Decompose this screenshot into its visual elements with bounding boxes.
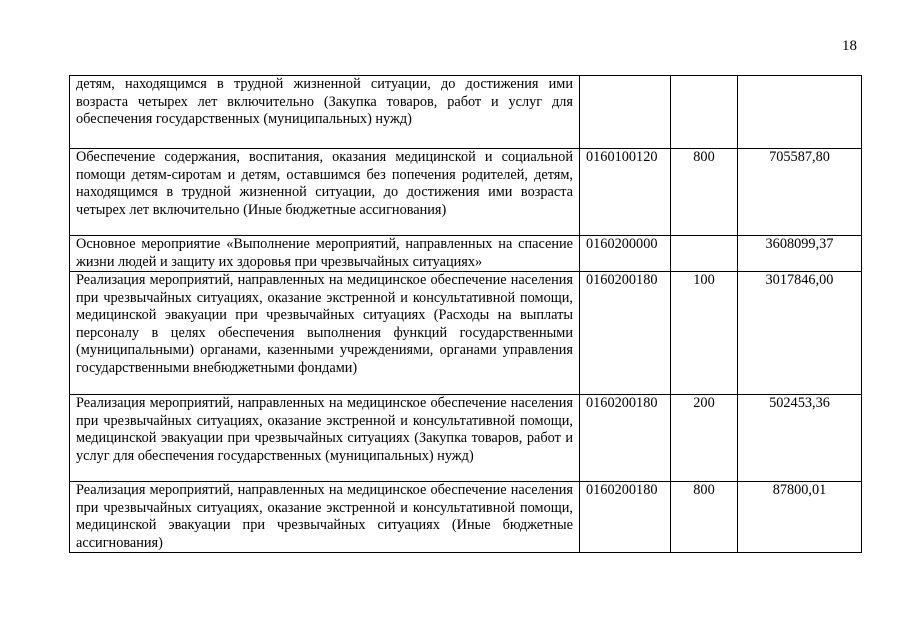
row-description: Реализация мероприятий, направленных на медицинское обеспечение населения при чрезвычайных ситуациях, оказание экстренной и консультативной помощи, медицинской эвакуации при чрезвычайных ситуациях (Закупка товаров, работ и услуг для обеспечения государственных (муниципальных) нужд)	[70, 395, 580, 482]
row-expense-type: 800	[671, 482, 738, 553]
row-target-code: 0160200000	[580, 236, 671, 272]
budget-table	[69, 75, 862, 553]
row-expense-type: 800	[671, 149, 738, 236]
page-number: 18	[842, 38, 857, 54]
row-amount: 705587,80	[738, 149, 862, 236]
row-amount: 3608099,37	[738, 236, 862, 272]
table-row	[70, 482, 862, 553]
row-description: Обеспечение содержания, воспитания, оказания медицинской и социальной помощи детям-сиротам и детям, оставшимся без попечения родителей, детям, находящимся в трудной жизненной ситуации, до достижения ими возраста четырех лет включительно (Иные бюджетные ассигнования)	[70, 149, 580, 236]
row-amount: 87800,01	[738, 482, 862, 553]
row-amount	[738, 76, 862, 149]
table-row	[70, 149, 862, 236]
row-description: детям, находящимся в трудной жизненной ситуации, до достижения ими возраста четырех лет включительно (Закупка товаров, работ и услуг для обеспечения государственных (муниципальных) нужд)	[70, 76, 580, 149]
row-target-code	[580, 76, 671, 149]
table-row	[70, 395, 862, 482]
row-target-code: 0160200180	[580, 482, 671, 553]
row-amount: 3017846,00	[738, 272, 862, 395]
row-expense-type: 100	[671, 272, 738, 395]
row-description: Основное мероприятие «Выполнение мероприятий, направленных на спасение жизни людей и защиту их здоровья при чрезвычайных ситуациях»	[70, 236, 580, 272]
row-description: Реализация мероприятий, направленных на медицинское обеспечение населения при чрезвычайных ситуациях, оказание экстренной и консультативной помощи, медицинской эвакуации при чрезвычайных ситуациях (Расходы на выплаты персоналу в целях обеспечения выполнения функций государственными (муниципальными) органами, казенными учреждениями, органами управления государственными внебюджетными фондами)	[70, 272, 580, 395]
row-target-code: 0160200180	[580, 272, 671, 395]
row-target-code: 0160100120	[580, 149, 671, 236]
row-expense-type	[671, 236, 738, 272]
row-expense-type: 200	[671, 395, 738, 482]
row-amount: 502453,36	[738, 395, 862, 482]
row-expense-type	[671, 76, 738, 149]
row-description: Реализация мероприятий, направленных на медицинское обеспечение населения при чрезвычайных ситуациях, оказание экстренной и консультативной помощи, медицинской эвакуации при чрезвычайных ситуациях (Иные бюджетные ассигнования)	[70, 482, 580, 553]
table-row	[70, 76, 862, 149]
row-target-code: 0160200180	[580, 395, 671, 482]
table-row	[70, 272, 862, 395]
table-row	[70, 236, 862, 272]
